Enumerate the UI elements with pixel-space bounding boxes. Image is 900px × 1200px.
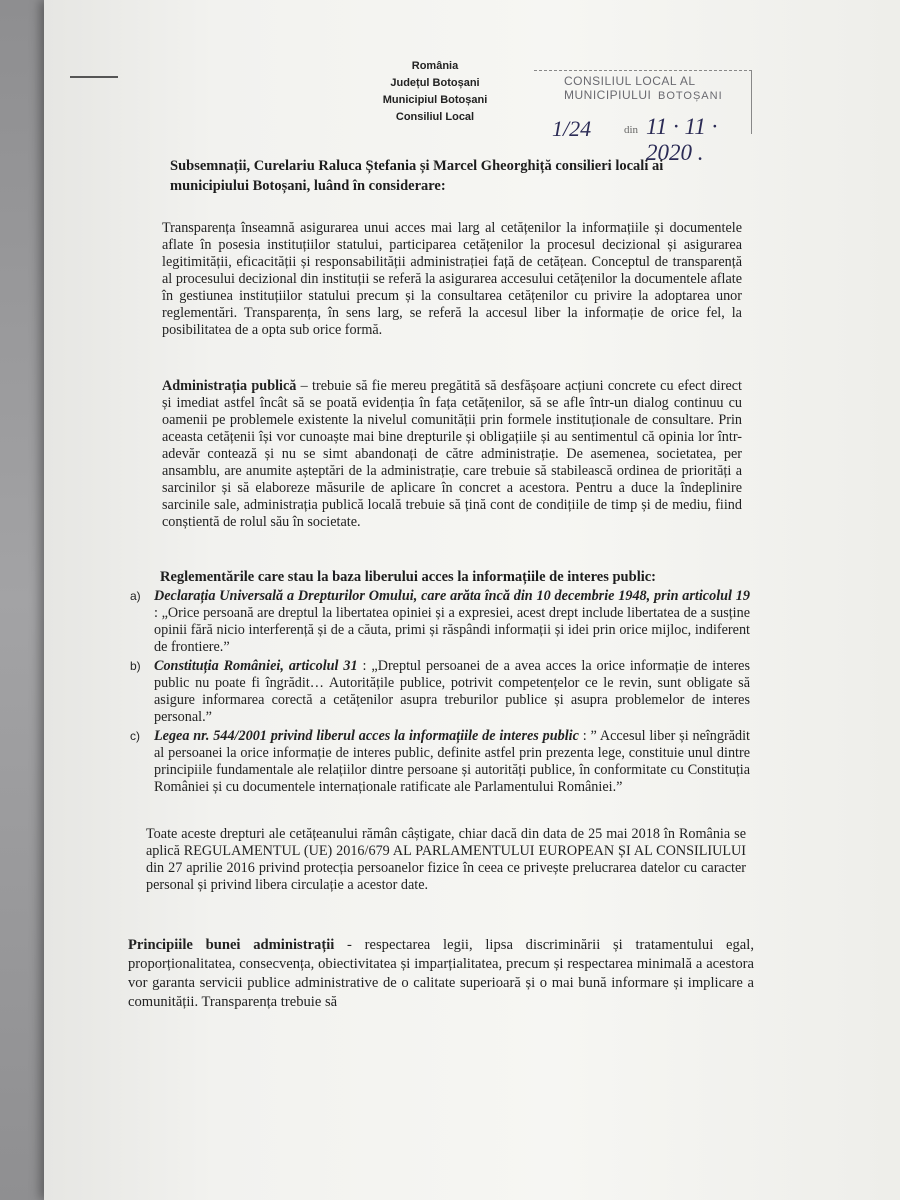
stamp-registration-number: 1/24	[552, 116, 592, 141]
paragraph-body: - respectarea legii, lipsa discriminării și tratamentului egal, proporționalitatea, consecvența, obiectivitatea și imparțialitatea, precum și respectarea minimală a acestora vor garanta servicii publice administrative de o calitate superioară și o mai bună informare și implicare a comunității. Transparența trebuie să	[128, 937, 754, 1010]
list-item-text: : „Orice persoană are dreptul la libertatea opiniei și a expresiei, acest drept include libertatea de a susține opinii fără nicio interferență și de a căuta, primi și răspândi informații și idei prin orice mijloc, indiferent de frontiere.”	[154, 605, 750, 655]
paragraph-title: Principiile bunei administrații	[128, 937, 335, 953]
list-item-text: : „Dreptul persoanei de a avea acces la orice informație de interes public nu poate fi îngrădit… Autoritățile publice, potrivit competențelor ce le revin, sunt obligate să asigure informarea corectă a cetățenilor asupra treburilor publice și asupra problemelor de interes personal.”	[154, 658, 750, 725]
paragraph-public-administration	[162, 378, 742, 531]
list-item-title: Constituția României, articolul 31	[154, 658, 358, 674]
stamp-city: BOTOȘANI	[658, 90, 723, 102]
intro-statement: Subsemnații, Curelariu Raluca Ștefania și Marcel Gheorghiță consilieri locali ai municipiului Botoșani, luând în considerare:	[170, 158, 664, 194]
list-item-text: : ” Accesul liber și neîngrădit al persoanei la orice informație de interes public, definite astfel prin prezenta lege, constituie unul dintre principiile fundamentale ale relațiilor dintre persoane și autorități publice, în conformitate cu Constituția României și cu documentele internaționale ratificate ale Parlamentului României.”	[154, 728, 750, 795]
stamp-institution: CONSILIUL LOCAL AL MUNICIPIULUI	[564, 74, 696, 102]
list-marker: a)	[130, 589, 141, 603]
paragraph-title: Administrația publică	[162, 378, 297, 394]
paragraph-transparency: Transparența înseamnă asigurarea unui acces mai larg al cetățenilor la informațiile și documentele aflate în posesia instituțiilor statului, participarea cetățenilor la procesul decizional și asigurarea legitimității, eficacității și responsabilității administrației față de cetățean. Conceptul de transparență al procesului decizional din instituții se referă la asigurarea accesului cetățenilor la documentele aflate în gestiunea instituțiilor statului precum și la consultarea cetățenilor cu privire la adoptarea unor reglementări. Transparența, în sens larg, se referă la accesul liber la informație de orice fel, la posibilitatea de a opta sub orice formă.	[162, 220, 742, 338]
paragraph-gdpr: Toate aceste drepturi ale cetățeanului rămân câștigate, chiar dacă din data de 25 mai 2018 în România se aplică REGULAMENTUL (UE) 2016/679 AL PARLAMENTULUI EUROPEAN ȘI AL CONSILIULUI din 27 aprilie 2016 privind protecția persoanelor fizice în ceea ce privește prelucrarea datelor cu caracter personal și privind libera circulație a acestor date.	[146, 826, 746, 893]
header-council: Consiliul Local	[395, 111, 475, 123]
registration-stamp	[534, 64, 752, 165]
document-header	[360, 58, 510, 126]
paragraph-good-administration	[128, 936, 754, 1012]
list-item	[130, 658, 750, 726]
stamp-date: 11 · 11 · 2020 .	[646, 114, 718, 165]
header-municipality: Municipiul Botoșani	[382, 94, 488, 106]
list-item-title: Declarația Universală a Drepturilor Omului, care arăta încă din 10 decembrie 1948, prin articolul 19	[154, 588, 750, 604]
header-country: România	[411, 60, 459, 72]
stamp-border	[534, 70, 752, 71]
list-item	[130, 728, 750, 796]
header-county: Județul Botoșani	[390, 77, 480, 89]
list-item-title: Legea nr. 544/2001 privind liberul acces la informațiile de interes public	[154, 728, 579, 744]
list-marker: b)	[130, 659, 141, 673]
stamp-din-label: din	[624, 124, 639, 136]
margin-dash	[70, 76, 118, 78]
list-item	[130, 588, 750, 656]
paragraph-body: – trebuie să fie mereu pregătită să desfășoare acțiuni concrete cu efect direct și imediat astfel încât să se poată evidenția în fața cetățenilor, să se afle într-un dialog continuu cu oamenii pe problemele existente la nivelul comunității prin formele instituționale de consultare. Prin aceasta cetățenii își vor cunoaște mai bine drepturile și obligațiile și au sentimentul că opinia lor într-adevăr contează și nu se simt abandonați de către administrație. De asemenea, societatea, per ansamblu, are anumite așteptări de la administrație, care trebuie să stabilească ordinea de priorități a sarcinilor și să elaboreze măsurile de aplicare în concret a acestora. Pentru a duce la îndeplinire sarcinile sale, administrația publică locală trebuie să țină cont de condițiile de timp și de mediu, fiind conștientă de rolul său în societate.	[162, 378, 742, 530]
regulations-heading: Reglementările care stau la baza liberului acces la informațiile de interes public:	[160, 569, 657, 585]
list-marker: c)	[130, 729, 140, 743]
